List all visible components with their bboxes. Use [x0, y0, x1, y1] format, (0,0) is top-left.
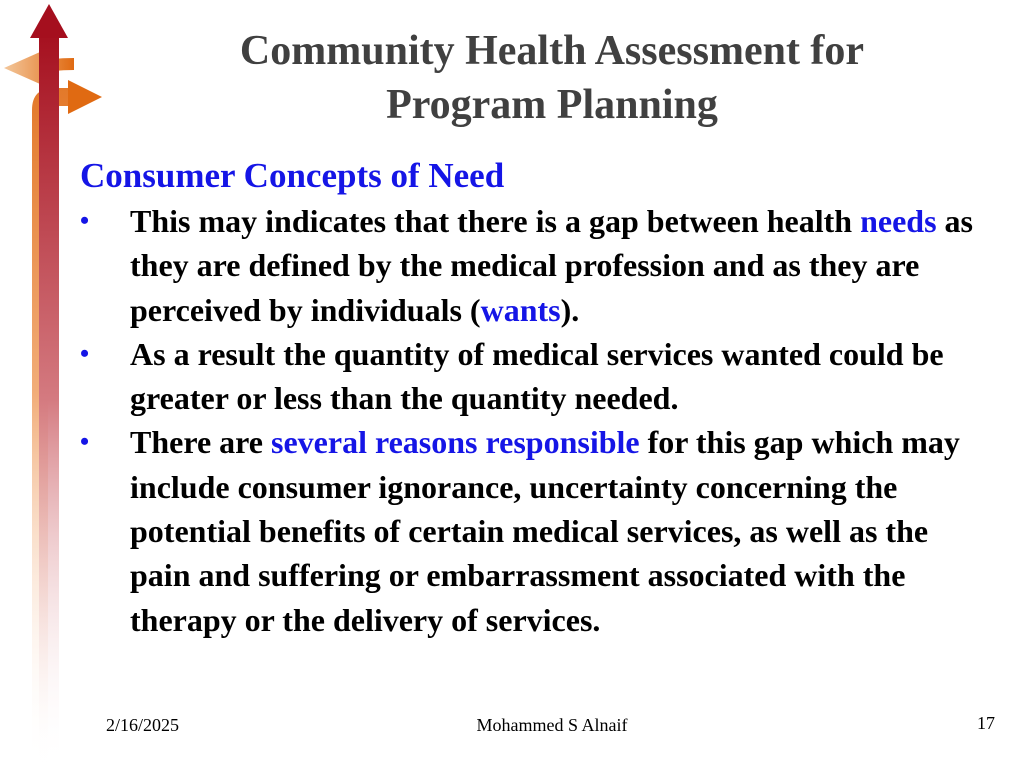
- slide-title: [170, 24, 934, 132]
- section-subheading: Consumer Concepts of Need: [80, 156, 505, 195]
- slide-title-line-1: Community Health Assessment for: [239, 28, 865, 74]
- bullet-item: [80, 332, 980, 421]
- footer-date: 2/16/2025: [106, 715, 180, 735]
- bullet-marker: •: [80, 338, 90, 368]
- bullet-text-segment: as they are defined by the medical profession and as they are perceived by individuals (: [130, 203, 973, 328]
- highlight-several-reasons: several reasons responsible: [271, 424, 640, 461]
- highlight-wants: wants: [480, 291, 561, 328]
- bullet-text-segment: ).: [560, 291, 580, 328]
- bullet-marker: •: [80, 206, 90, 235]
- highlight-needs: needs: [860, 203, 937, 239]
- slide-title-line-2: Program Planning: [386, 82, 718, 128]
- bullet-item: [80, 199, 980, 332]
- bullet-text-segment: As a result the quantity of medical services wanted could be greater or less than the quantity needed.: [130, 335, 944, 417]
- bullet-text: [130, 336, 944, 416]
- bullet-text: [130, 424, 960, 637]
- bullet-list: [80, 199, 980, 642]
- bullet-item: [80, 420, 980, 641]
- bullet-text-segment: for this gap which may include consumer ignorance, uncertainty concerning the potential benefits of certain medical services, as well as the pain and suffering or embarrassment associated with the therapy or the delivery of services.: [130, 424, 960, 638]
- bullet-marker: •: [80, 427, 90, 457]
- bullet-text: [130, 203, 973, 328]
- bullet-text-segment: There are: [130, 424, 271, 461]
- footer-author: Mohammed S Alnaif: [476, 715, 628, 735]
- bullet-text-segment: This may indicates that there is a gap between health: [130, 203, 861, 239]
- page-number: 17: [977, 713, 995, 733]
